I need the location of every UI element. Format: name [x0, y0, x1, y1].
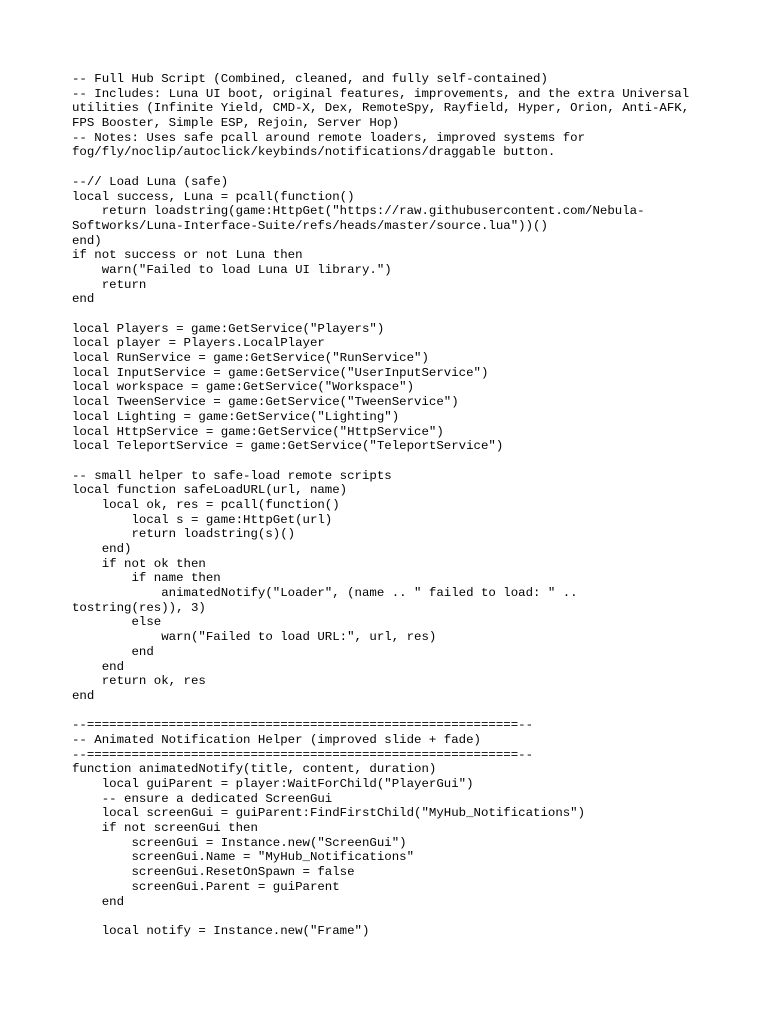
code-line: --==========================================================-- — [72, 747, 534, 762]
code-line: local Players = game:GetService("Players") — [72, 321, 385, 336]
code-line — [72, 454, 712, 469]
code-line: Softworks/Luna-Interface-Suite/refs/heads/master/source.lua"))() — [72, 218, 548, 233]
code-line: local HttpService = game:GetService("HttpService") — [72, 424, 444, 439]
code-line: warn("Failed to load Luna UI library.") — [72, 262, 392, 277]
code-line: fog/fly/noclip/autoclick/keybinds/notifications/draggable button. — [72, 145, 556, 160]
code-line: tostring(res)), 3) — [72, 600, 206, 615]
code-line: end — [72, 644, 154, 659]
code-line: -- ensure a dedicated ScreenGui — [72, 791, 333, 806]
code-line: if not success or not Luna then — [72, 248, 303, 263]
code-line: return loadstring(s)() — [72, 527, 296, 542]
code-line: FPS Booster, Simple ESP, Rejoin, Server Hop) — [72, 116, 400, 131]
code-line: local TeleportService = game:GetService("TeleportService") — [72, 439, 504, 454]
code-line: end) — [72, 542, 132, 556]
code-line: local TweenService = game:GetService("TweenService") — [72, 395, 459, 410]
code-line: --// Load Luna (safe) — [72, 174, 229, 189]
code-line: return — [72, 277, 147, 292]
code-line: -- Includes: Luna UI boot, original features, improvements, and the extra Universal — [72, 86, 690, 101]
code-block — [72, 72, 712, 939]
code-line: else — [72, 615, 162, 630]
code-line: local screenGui = guiParent:FindFirstChild("MyHub_Notifications") — [72, 806, 586, 821]
code-line: local guiParent = player:WaitForChild("PlayerGui") — [72, 777, 474, 791]
code-line: if name then — [72, 571, 221, 586]
code-line: animatedNotify("Loader", (name .. " failed to load: " .. — [72, 586, 578, 601]
code-line: end — [72, 688, 95, 703]
code-line: warn("Failed to load URL:", url, res) — [72, 630, 437, 645]
code-line: if not ok then — [72, 556, 206, 571]
code-line — [72, 909, 712, 924]
code-line: end — [72, 894, 125, 909]
code-line: utilities (Infinite Yield, CMD-X, Dex, RemoteSpy, Rayfield, Hyper, Orion, Anti-AFK, — [72, 101, 690, 116]
code-line: -- Notes: Uses safe pcall around remote loaders, improved systems for — [72, 130, 586, 145]
code-line — [72, 704, 712, 719]
code-line: screenGui.ResetOnSpawn = false — [72, 865, 355, 880]
code-line: -- small helper to safe-load remote scripts — [72, 468, 392, 483]
code-line: screenGui.Parent = guiParent — [72, 879, 340, 894]
code-line: local player = Players.LocalPlayer — [72, 336, 325, 351]
code-line: function animatedNotify(title, content, duration) — [72, 762, 437, 777]
code-line: return ok, res — [72, 674, 206, 689]
code-line: end — [72, 292, 95, 307]
code-line: local s = game:HttpGet(url) — [72, 512, 333, 527]
code-line: local notify = Instance.new("Frame") — [72, 923, 370, 938]
code-line: screenGui = Instance.new("ScreenGui") — [72, 835, 407, 850]
code-line — [72, 307, 712, 322]
code-line: if not screenGui then — [72, 821, 258, 836]
code-line: local InputService = game:GetService("UserInputService") — [72, 365, 489, 380]
code-line: end — [72, 659, 125, 674]
code-line: -- Full Hub Script (Combined, cleaned, and fully self-contained) — [72, 72, 548, 86]
code-line: -- Animated Notification Helper (improved slide + fade) — [72, 732, 481, 747]
code-line: local RunService = game:GetService("RunService") — [72, 351, 429, 366]
code-line: return loadstring(game:HttpGet("https://raw.githubusercontent.com/Nebula- — [72, 204, 645, 219]
code-line: local ok, res = pcall(function() — [72, 497, 340, 512]
code-line: local workspace = game:GetService("Workspace") — [72, 380, 415, 395]
code-line: screenGui.Name = "MyHub_Notifications" — [72, 850, 415, 865]
code-line: local function safeLoadURL(url, name) — [72, 483, 348, 498]
code-line: local success, Luna = pcall(function() — [72, 189, 355, 204]
code-line — [72, 160, 712, 175]
code-line: --==========================================================-- — [72, 718, 534, 733]
code-line: local Lighting = game:GetService("Lighting") — [72, 409, 400, 424]
code-line: end) — [72, 233, 102, 248]
